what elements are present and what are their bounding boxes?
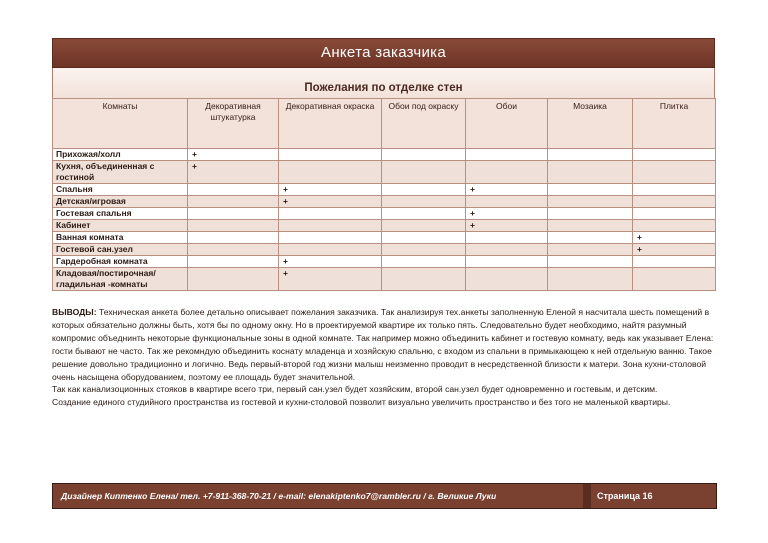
table-row	[53, 220, 716, 232]
finish-mark-cell	[279, 208, 382, 220]
room-name-cell: Гостевая спальня	[53, 208, 188, 220]
finish-mark-cell	[279, 161, 382, 184]
finish-mark-cell	[548, 208, 633, 220]
finish-mark-cell: +	[188, 149, 279, 161]
table-row	[53, 268, 716, 291]
finish-mark-cell: +	[279, 268, 382, 291]
column-header: Обои	[466, 99, 548, 149]
finish-mark-cell	[548, 161, 633, 184]
conclusions-paragraph-1: Техническая анкета более детально описывает пожелания заказчика. Так анализируя тех.анкеты заполненную Еленой я насчитала шесть помещений в которых обязательно должны быть, хотя бы по одному окну. Но в проектируемой квартире их только пять. Следовательно будет необходимо, найтя разумный компромис объеднинть некоторые функциональные зоны в одной комнате. Так например можно объединить кабинет и гостевую комнату, ведь как указывает Елена: гости бывают не часто. Так же рекомндую объединить коснату младенца и хозяйскую спальню, с входом из спальни в примыкающею к ней отдельную ванню. Такое решение довольно традиционно и логично. Ведь первый-второй год жизни малыш неизменно проводит в несредственной близости к матери. Зона кухни-столовой очень насыщена оборудованием, поэтому ее площадь будет значительной.	[52, 307, 714, 382]
finish-mark-cell	[466, 268, 548, 291]
finish-mark-cell: +	[466, 208, 548, 220]
finish-mark-cell	[382, 232, 466, 244]
room-name-cell: Гардеробная комната	[53, 256, 188, 268]
table-row	[53, 208, 716, 220]
finish-mark-cell	[279, 232, 382, 244]
finish-mark-cell	[188, 220, 279, 232]
finish-mark-cell	[188, 244, 279, 256]
finish-mark-cell	[382, 268, 466, 291]
column-header: Обои под окраску	[382, 99, 466, 149]
conclusions-paragraph-3: Создание единого студийного пространства из гостевой и кухни-столовой позволит визуально увеличить пространство и без того не маленькой квартиры.	[52, 397, 671, 408]
room-name-cell: Кухня, объединенная с гостиной	[53, 161, 188, 184]
finish-mark-cell	[188, 268, 279, 291]
finish-mark-cell	[633, 208, 716, 220]
page-number: Страница 16	[591, 484, 716, 508]
conclusions-text	[52, 306, 724, 409]
finish-mark-cell	[466, 196, 548, 208]
finish-mark-cell	[633, 184, 716, 196]
finish-mark-cell	[188, 208, 279, 220]
finish-mark-cell	[382, 244, 466, 256]
finish-mark-cell	[466, 232, 548, 244]
finish-mark-cell	[382, 149, 466, 161]
finish-mark-cell	[279, 220, 382, 232]
column-header: Декоративная штукатурка	[188, 99, 279, 149]
table-row	[53, 244, 716, 256]
finish-mark-cell	[466, 161, 548, 184]
designer-contact-info: Дизайнер Киптенко Елена/ тел. +7-911-368-70-21 / e-mail: elenakiptenko7@rambler.ru / г. Великие Луки	[53, 484, 583, 508]
finish-mark-cell	[466, 244, 548, 256]
finish-mark-cell	[633, 220, 716, 232]
column-header: Мозаика	[548, 99, 633, 149]
page-footer	[52, 483, 717, 509]
table-header-row	[53, 99, 716, 149]
finish-mark-cell	[548, 268, 633, 291]
finish-mark-cell	[188, 256, 279, 268]
finish-mark-cell	[633, 256, 716, 268]
finish-mark-cell	[548, 256, 633, 268]
finish-mark-cell: +	[279, 184, 382, 196]
finish-mark-cell	[188, 232, 279, 244]
table-row	[53, 256, 716, 268]
room-name-cell: Прихожая/холл	[53, 149, 188, 161]
finish-mark-cell	[633, 161, 716, 184]
column-header: Плитка	[633, 99, 716, 149]
wall-finish-table	[52, 98, 716, 291]
finish-mark-cell	[466, 149, 548, 161]
finish-mark-cell	[548, 220, 633, 232]
finish-mark-cell	[548, 149, 633, 161]
finish-mark-cell: +	[188, 161, 279, 184]
column-header: Комнаты	[53, 99, 188, 149]
finish-mark-cell	[633, 268, 716, 291]
finish-mark-cell	[382, 208, 466, 220]
finish-mark-cell	[382, 196, 466, 208]
questionnaire-sheet	[52, 38, 715, 291]
finish-mark-cell: +	[633, 244, 716, 256]
finish-mark-cell: +	[633, 232, 716, 244]
conclusions-paragraph-2: Так как канализоционных стояков в квартире всего три, первый сан.узел будет хозяйским, второй сан.узел будет одновременно и гостевым, и детским.	[52, 384, 658, 395]
table-row	[53, 196, 716, 208]
finish-mark-cell	[279, 244, 382, 256]
table-row	[53, 161, 716, 184]
column-header: Декоративная окраска	[279, 99, 382, 149]
room-name-cell: Кабинет	[53, 220, 188, 232]
page-title: Анкета заказчика	[52, 38, 715, 68]
finish-mark-cell	[548, 196, 633, 208]
finish-mark-cell	[633, 149, 716, 161]
finish-mark-cell	[382, 161, 466, 184]
table-row	[53, 184, 716, 196]
section-title-bar	[52, 68, 715, 98]
room-name-cell: Кладовая/постирочная/гладильная -комнаты	[53, 268, 188, 291]
room-name-cell: Детская/игровая	[53, 196, 188, 208]
finish-mark-cell	[633, 196, 716, 208]
finish-mark-cell	[382, 184, 466, 196]
table-row	[53, 149, 716, 161]
conclusions-lead: ВЫВОДЫ:	[52, 307, 97, 317]
finish-mark-cell	[548, 244, 633, 256]
finish-mark-cell: +	[466, 220, 548, 232]
finish-mark-cell: +	[279, 196, 382, 208]
finish-mark-cell	[466, 256, 548, 268]
table-row	[53, 232, 716, 244]
finish-mark-cell	[279, 149, 382, 161]
room-name-cell: Спальня	[53, 184, 188, 196]
finish-mark-cell	[548, 232, 633, 244]
finish-mark-cell	[188, 196, 279, 208]
finish-mark-cell	[548, 184, 633, 196]
room-name-cell: Гостевой сан.узел	[53, 244, 188, 256]
finish-mark-cell	[382, 220, 466, 232]
room-name-cell: Ванная комната	[53, 232, 188, 244]
section-title: Пожелания по отделке стен	[304, 82, 463, 94]
finish-mark-cell: +	[466, 184, 548, 196]
finish-mark-cell	[382, 256, 466, 268]
finish-mark-cell	[188, 184, 279, 196]
finish-mark-cell: +	[279, 256, 382, 268]
